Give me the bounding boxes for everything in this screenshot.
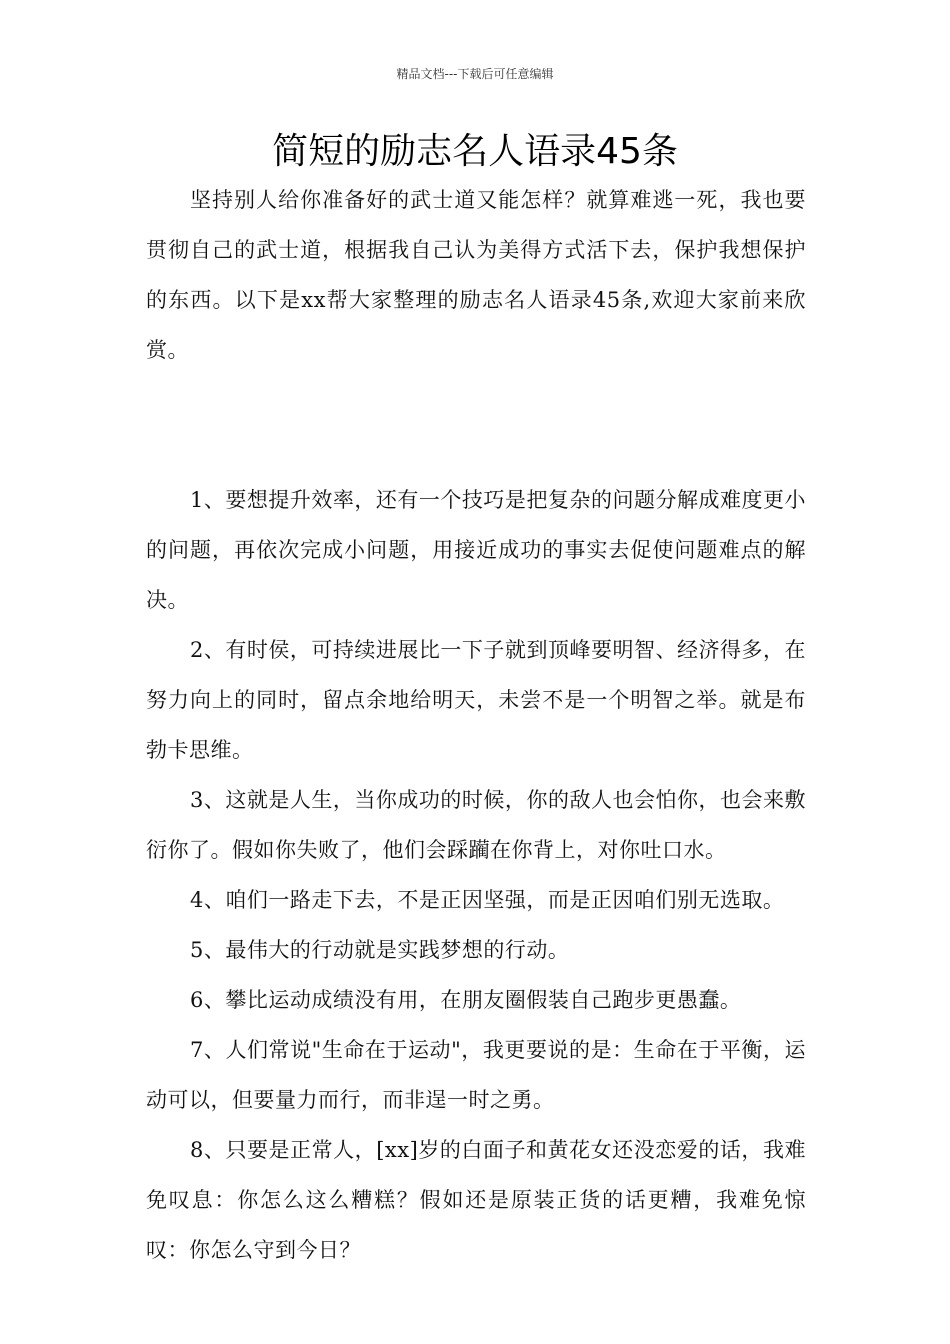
- paragraph-spacer: [146, 375, 806, 425]
- quote-item-4: 4、咱们一路走下去，不是正因坚强，而是正因咱们别无选取。: [190, 888, 785, 912]
- document-body: [146, 175, 806, 1275]
- page-header: 精品文档---下载后可任意编辑: [396, 67, 554, 81]
- quote-item-6: 6、攀比运动成绩没有用，在朋友圈假装自己跑步更愚蠢。: [190, 988, 742, 1012]
- intro-paragraph: 坚持别人给你准备好的武士道又能怎样？就算难逃一死，我也要贯彻自己的武士道，根据我自己认为美得方式活下去，保护我想保护的东西。以下是xx帮大家整理的励志名人语录45条,欢迎大家前来欣赏。: [146, 188, 806, 362]
- quote-item-3: 3、这就是人生，当你成功的时候，你的敌人也会怕你，也会来敷衍你了。假如你失败了，他们会踩躏在你背上，对你吐口水。: [146, 788, 806, 862]
- paragraph-spacer: [146, 425, 806, 475]
- quote-item-5: 5、最伟大的行动就是实践梦想的行动。: [190, 938, 570, 962]
- quote-item-1: 1、要想提升效率，还有一个技巧是把复杂的问题分解成难度更小的问题，再依次完成小问题，用接近成功的事实去促使问题难点的解决。: [146, 488, 806, 612]
- quote-item-7: 7、人们常说"生命在于运动"，我更要说的是：生命在于平衡，运动可以，但要量力而行，而非逞一时之勇。: [146, 1038, 806, 1112]
- quote-item-8: 8、只要是正常人，[xx]岁的白面子和黄花女还没恋爱的话，我难免叹息：你怎么这么糟糕？假如还是原装正货的话更糟，我难免惊叹：你怎么守到今日？: [146, 1138, 806, 1262]
- quote-item-2: 2、有时侯，可持续进展比一下子就到顶峰要明智、经济得多，在努力向上的同时，留点余地给明天，未尝不是一个明智之举。就是布勃卡思维。: [146, 638, 806, 762]
- document-title: 简短的励志名人语录45条: [272, 131, 678, 172]
